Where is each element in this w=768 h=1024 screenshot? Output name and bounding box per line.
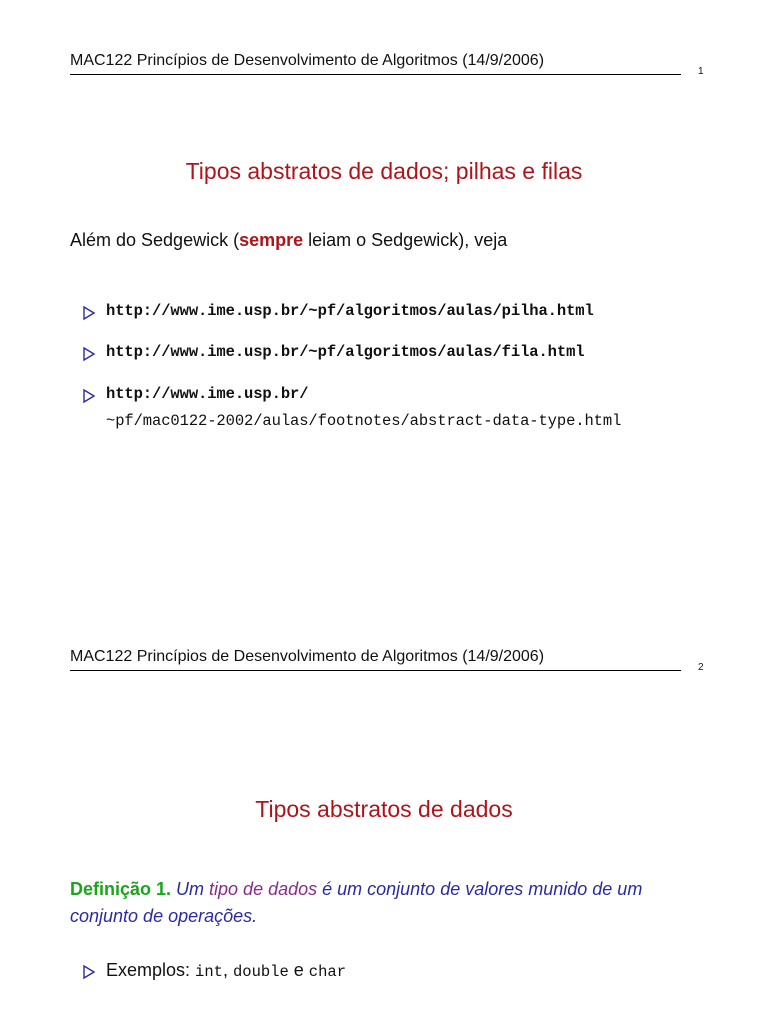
definition-text-a: Um xyxy=(171,879,210,899)
bullet-triangle-icon xyxy=(82,346,96,362)
slide-2 xyxy=(0,640,768,1024)
examples-item xyxy=(106,960,346,981)
type-double: double xyxy=(232,963,289,981)
examples-sep: e xyxy=(288,960,309,980)
definition-label: Definição 1. xyxy=(70,879,172,899)
link-fila[interactable]: http://www.ime.usp.br/~pf/algoritmos/aulas/fila.html xyxy=(106,343,585,361)
bullet-triangle-icon xyxy=(82,964,96,980)
definition-text-b: é um conjunto de valores munido de um conjunto de operações. xyxy=(70,879,643,926)
page-number: 2 xyxy=(698,662,704,673)
link-pilha[interactable]: http://www.ime.usp.br/~pf/algoritmos/aulas/pilha.html xyxy=(106,302,594,320)
link-adt-line2[interactable]: ~pf/mac0122-2002/aulas/footnotes/abstract-data-type.html xyxy=(106,412,622,430)
slide-title: Tipos abstratos de dados xyxy=(255,796,513,822)
type-int: int xyxy=(195,963,223,981)
definition-term: tipo de dados xyxy=(209,879,318,899)
intro-before: Além do Sedgewick ( xyxy=(70,230,240,250)
slide-title: Tipos abstratos de dados; pilhas e filas xyxy=(185,158,583,184)
intro-after: leiam o Sedgewick), veja xyxy=(303,230,508,250)
examples-label: Exemplos: xyxy=(106,960,196,980)
type-char: char xyxy=(308,963,347,981)
definition-block xyxy=(70,876,710,930)
page-number: 1 xyxy=(698,66,704,77)
bullet-triangle-icon xyxy=(82,305,96,321)
bullet-triangle-icon xyxy=(82,388,96,404)
intro-emphasis: sempre xyxy=(239,230,304,250)
slide-header: MAC122 Princípios de Desenvolvimento de Algoritmos (14/9/2006) xyxy=(70,648,681,671)
examples-sep: , xyxy=(222,960,233,980)
link-adt-line1[interactable]: http://www.ime.usp.br/ xyxy=(106,385,309,403)
intro-text xyxy=(70,230,507,251)
slide-header: MAC122 Princípios de Desenvolvimento de Algoritmos (14/9/2006) xyxy=(70,52,681,75)
